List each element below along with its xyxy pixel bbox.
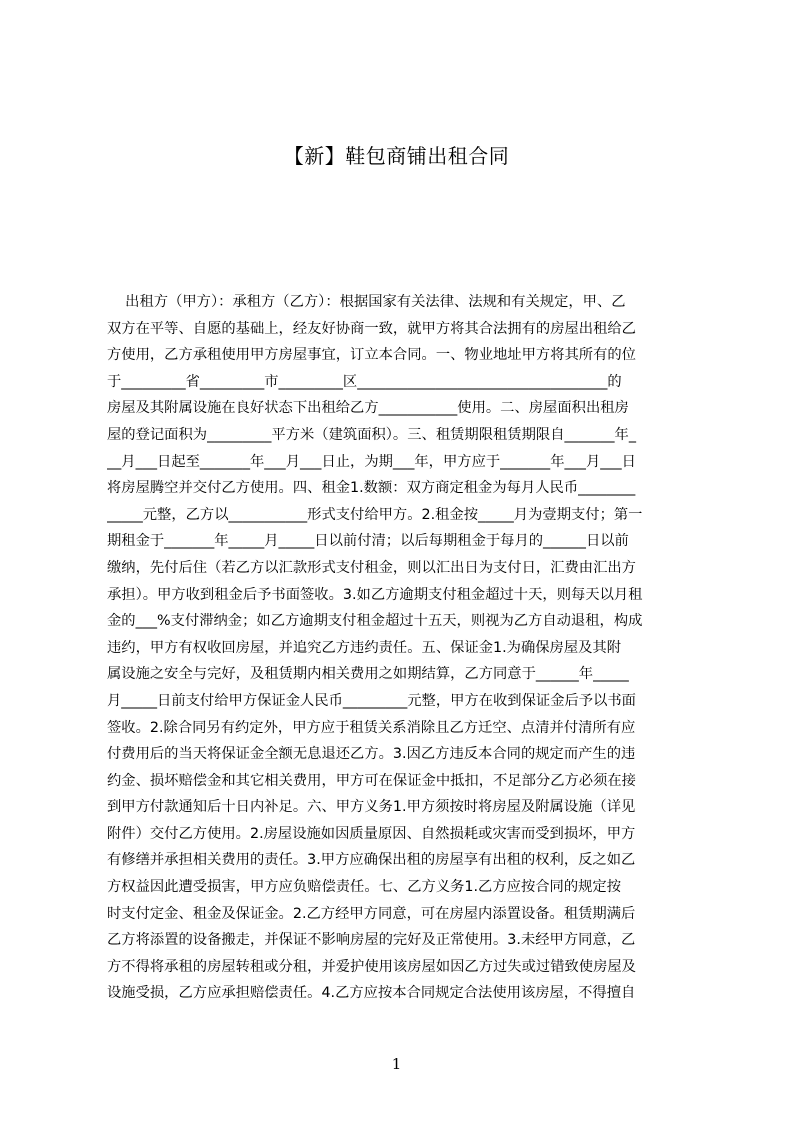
body-line: 方使用，乙方承租使用甲方房屋事宜，订立本合同。一、物业地址甲方将其所有的位 — [107, 347, 636, 364]
body-line: 付费用后的当天将保证金全额无息退还乙方。3.因乙方违反本合同的规定而产生的违 — [107, 746, 636, 763]
body-line: 出租方（甲方）：承租方（乙方）：根据国家有关法律、法规和有关规定，甲、乙 — [107, 294, 626, 310]
body-line: 有修缮并承担相关费用的责任。3.甲方应确保出租的房屋享有出租的权利，反之如乙 — [107, 852, 636, 869]
body-line: 乙方将添置的设备搬走，并保证不影响房屋的完好及正常使用。3.未经甲方同意，乙 — [107, 932, 636, 949]
body-line: 时支付定金、租金及保证金。2.乙方经甲方同意，可在房屋内添置设备。租赁期满后 — [107, 905, 636, 922]
body-line: 违约，甲方有权收回房屋，并追究乙方违约责任。五、保证金1.为确保房屋及其附 — [107, 639, 622, 656]
body-line: 月_____日前支付给甲方保证金人民币_________元整，甲方在收到保证金后予以书面 — [107, 692, 636, 709]
body-line: 附件）交付乙方使用。2.房屋设施如因质量原因、自然损耗或灾害而受到损坏，甲方 — [107, 825, 636, 842]
body-line: 方权益因此遭受损害，甲方应负赔偿责任。七、乙方义务1.乙方应按合同的规定按 — [107, 879, 622, 896]
body-line: 设施受损，乙方应承担赔偿责任。4.乙方应按本合同规定合法使用该房屋，不得擅自 — [107, 985, 636, 1002]
body-line: __月___日起至_______年___月___日止，为期___年，甲方应于_______年___月___日 — [107, 453, 636, 470]
page-number: 1 — [391, 1055, 402, 1073]
body-line: 签收。2.除合同另有约定外，甲方应于租赁关系消除且乙方迁空、点清并付清所有应 — [107, 719, 636, 736]
body-line: 承担）。甲方收到租金后予书面签收。3.如乙方逾期支付租金超过十天，则每天以月租 — [107, 586, 643, 603]
body-line: 方不得将承租的房屋转租或分租，并爱护使用该房屋如因乙方过失或过错致使房屋及 — [107, 958, 636, 975]
body-line: 属设施之安全与完好，及租赁期内相关费用之如期结算，乙方同意于______年_____ — [107, 666, 629, 683]
body-line: 于_________省_________市_________区___________________________________的 — [107, 373, 622, 390]
body-line: 约金、损坏赔偿金和其它相关费用，甲方可在保证金中抵扣，不足部分乙方必须在接 — [107, 772, 636, 789]
body-line: _____元整，乙方以___________形式支付给甲方。2.租金按_____月为壹期支付；第一 — [107, 506, 643, 523]
body-line: 金的___%支付滞纳金；如乙方逾期支付租金超过十五天，则视为乙方自动退租，构成 — [107, 613, 643, 630]
body-line: 屋的登记面积为_________平方米（建筑面积）。三、租赁期限租赁期限自_______年_ — [107, 426, 636, 443]
body-line: 到甲方付款通知后十日内补足。六、甲方义务1.甲方须按时将房屋及附属设施（详见 — [107, 799, 636, 816]
body-line: 房屋及其附属设施在良好状态下出租给乙方___________使用。二、房屋面积出租房 — [107, 400, 629, 417]
document-title: 【新】鞋包商铺出租合同 — [283, 144, 510, 168]
contract-body — [107, 289, 700, 1007]
body-line: 双方在平等、自愿的基础上，经友好协商一致，就甲方将其合法拥有的房屋出租给乙 — [107, 320, 636, 337]
body-line: 缴纳，先付后住（若乙方以汇款形式支付租金，则以汇出日为支付日，汇费由汇出方 — [107, 559, 636, 576]
body-line: 将房屋腾空并交付乙方使用。四、租金1.数额：双方商定租金为每月人民币________ — [107, 480, 636, 497]
body-line: 期租金于_______年_____月_____日以前付清；以后每期租金于每月的______日以前 — [107, 533, 629, 550]
